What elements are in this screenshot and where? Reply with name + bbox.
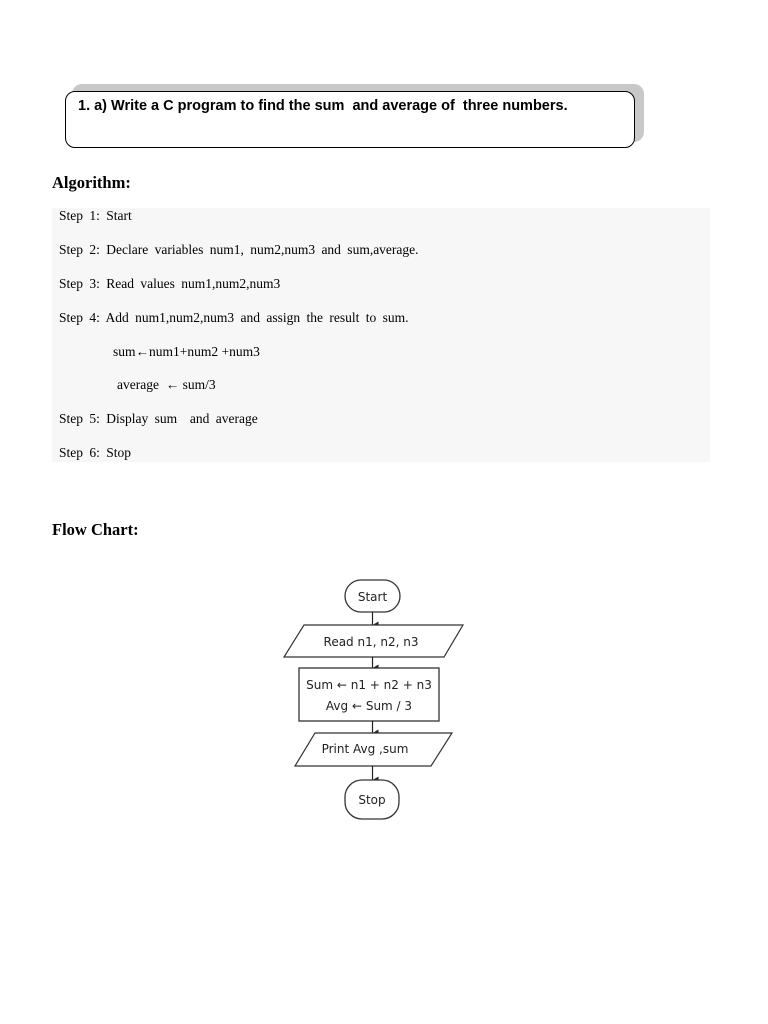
flowchart-process-line-2: Avg ← Sum / 3 bbox=[325, 699, 413, 713]
flowchart-input-label: Read n1, n2, n3 bbox=[323, 635, 419, 649]
question-box bbox=[65, 91, 635, 148]
flowchart-heading: Flow Chart: bbox=[52, 520, 139, 539]
algorithm-step-5: Step 5: Display sum and average bbox=[59, 411, 258, 426]
algorithm-step-4-sum: sum←num1+num2 +num3 bbox=[113, 344, 260, 359]
flowchart-diagram bbox=[270, 570, 480, 830]
algorithm-step-1: Step 1: Start bbox=[59, 208, 132, 223]
algorithm-heading: Algorithm: bbox=[52, 173, 131, 192]
algorithm-step-3: Step 3: Read values num1,num2,num3 bbox=[59, 276, 281, 291]
algorithm-step-6: Step 6: Stop bbox=[59, 445, 132, 460]
flowchart-stop-label: Stop bbox=[358, 793, 386, 807]
algorithm-step-4: Step 4: Add num1,num2,num3 and assign the result to sum. bbox=[59, 310, 409, 325]
question-text: 1. a) Write a C program to find the sum and average of three numbers. bbox=[78, 98, 568, 114]
algorithm-steps bbox=[52, 208, 710, 462]
algorithm-step-2: Step 2: Declare variables num1, num2,num3 and sum,average. bbox=[59, 242, 419, 257]
flowchart-process-line-1: Sum ← n1 + n2 + n3 bbox=[306, 678, 432, 692]
flowchart-process-box bbox=[299, 668, 439, 721]
flowchart-start-label: Start bbox=[357, 590, 388, 604]
flowchart-output-label: Print Avg ,sum bbox=[321, 742, 409, 756]
algorithm-step-4-average: average ← sum/3 bbox=[117, 377, 216, 392]
